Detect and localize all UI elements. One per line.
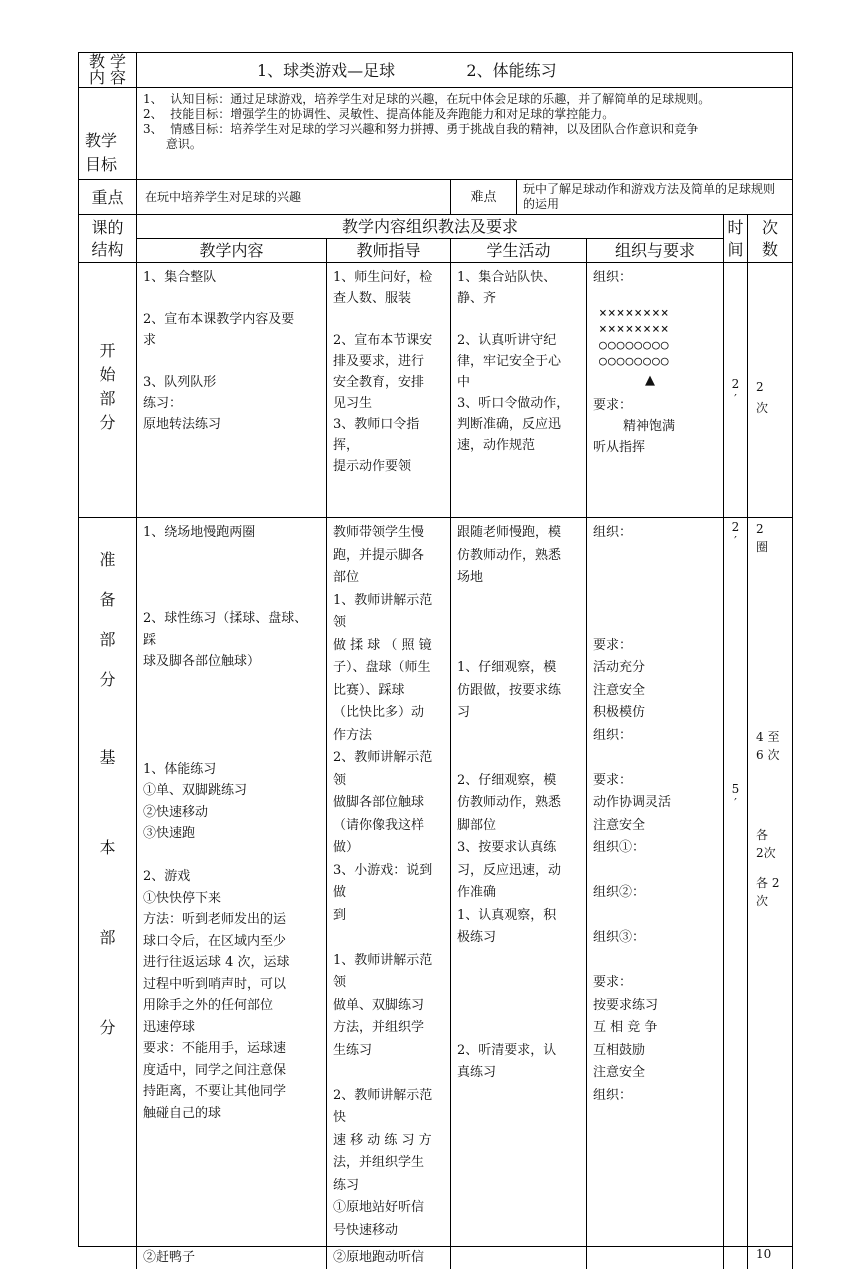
main-teacher (327, 518, 451, 1247)
text-line: 教师带领学生慢 (333, 525, 425, 540)
text-line: 要求： (593, 772, 633, 788)
start-time-unit: ′ (734, 392, 737, 406)
text-line: 2、宣布本节课安 (333, 333, 433, 348)
text-line: ①快快停下来 (143, 890, 222, 906)
text-line: 1、体能练习 (143, 761, 217, 777)
text-line: 2、球性练习（揉球、盘球、踩 (143, 611, 308, 648)
text-line: 仿教师动作，熟悉 (457, 795, 562, 810)
main-count-b: 4 至 (756, 730, 780, 744)
structure-header-1: 课的 (91, 217, 124, 237)
count-header-2: 数 (762, 239, 779, 259)
start-count-value: 2 (756, 380, 764, 394)
goal-item: 意识。 (143, 137, 202, 151)
text-line: 2、教师讲解示范领 (333, 750, 433, 788)
lesson-plan-table (78, 52, 793, 1269)
text-line (593, 950, 717, 973)
content-label-cell (79, 53, 137, 88)
text-line (333, 1062, 444, 1085)
text-line (457, 950, 580, 973)
goal-item: 2、 技能目标：增强学生的协调性、灵敏性、提高体能及奔跑能力和对足球的掌控能力。 (143, 107, 615, 121)
text-line: 作方法 (333, 727, 373, 743)
text-line: 速 移 动 练 习 方 (333, 1132, 432, 1148)
count-header (748, 215, 793, 263)
main-label-char: 准 (99, 550, 116, 569)
text-line: 组织②： (593, 885, 646, 900)
text-line: 脚部位 (457, 817, 497, 833)
text-line: 2、教师讲解示范快 (333, 1087, 433, 1125)
difficulty-label: 难点 (451, 180, 517, 215)
text-line: 1、仔细观察，模 (457, 660, 557, 675)
text-line: 要求： (593, 637, 633, 653)
text-line: 到 (333, 907, 347, 923)
text-line (143, 351, 320, 372)
goal-item: 3、 情感目标：培养学生对足球的学习兴趣和努力拼搏、勇于挑战自我的精神，以及团队合作意识和竞争 (143, 122, 699, 136)
main-student (451, 518, 587, 1247)
text-line (143, 673, 320, 695)
text-line: （比快比多）动 (333, 705, 425, 720)
group-title-header: 教学内容组织教法及要求 (137, 215, 724, 239)
start-req-item: 听从指挥 (593, 440, 646, 455)
text-line: 要求： (593, 975, 633, 990)
text-line: 提示动作要领 (333, 459, 412, 474)
start-teacher (327, 263, 451, 518)
text-line: 1、师生问好，检 (333, 270, 433, 285)
text-line: 中 (457, 375, 471, 390)
text-line: 要求：不能用手，运球速 (143, 1041, 287, 1056)
start-label-char: 部 (99, 389, 116, 408)
text-line: 过程中听到哨声时，可以 (143, 976, 287, 992)
text-line: 场地 (457, 570, 484, 585)
formation-row: ○○○○○○○○ (599, 338, 670, 353)
text-line: 子）、盘球（师生 (333, 660, 431, 675)
structure-header-2: 结构 (91, 239, 124, 259)
text-line (593, 612, 717, 635)
text-line (593, 567, 717, 590)
text-line: 注意安全 (593, 1065, 646, 1080)
main-time-a: 2 (731, 520, 740, 534)
formation-row: ○○○○○○○○ (599, 354, 670, 369)
main-count-c: 各 (756, 828, 769, 842)
goals-label-1: 教学 (85, 131, 118, 150)
main-time-b-unit: ′ (734, 796, 737, 810)
start-label (79, 263, 137, 518)
time-header-1: 时 (727, 217, 744, 237)
text-line: 2、听清要求，认 (457, 1042, 557, 1058)
text-line: 真练习 (457, 1065, 497, 1080)
text-line: 做） (333, 840, 360, 855)
text-line (143, 845, 320, 867)
content-header: 教学内容 (137, 239, 327, 263)
text-line (143, 565, 320, 587)
text-line: 活动充分 (593, 660, 646, 675)
main-count-a: 2 (756, 522, 764, 536)
text-line (593, 905, 717, 928)
text-line: 生练习 (333, 1042, 373, 1058)
text-line: 积极模仿 (593, 705, 646, 720)
main-label-char: 分 (99, 1018, 116, 1037)
text-line: 练习 (333, 1177, 360, 1193)
content-value (137, 53, 793, 88)
text-line: 比赛）、踩球 (333, 682, 405, 698)
text-line: 跑，并提示脚各 (333, 547, 425, 563)
text-line: （请你像我这样 (333, 817, 425, 833)
text-line: 3、小游戏：说到做 (333, 862, 433, 900)
text-line (333, 309, 444, 330)
text-line (457, 309, 580, 330)
text-line: 方法，并组织学 (333, 1020, 425, 1035)
start-label-char: 开 (99, 341, 116, 360)
text-line: 2、宣布本课教学内容及要 (143, 312, 295, 327)
text-line (143, 737, 320, 759)
text-line (457, 995, 580, 1018)
main-label-char: 基 (99, 748, 116, 767)
text-line: 1、集合站队快、 (457, 270, 557, 285)
main-label (79, 518, 137, 1247)
text-line: 挥， (333, 438, 360, 453)
text-line (457, 1017, 580, 1040)
text-line: 迅速停球 (143, 1019, 196, 1035)
main-org (587, 518, 724, 1247)
text-line: 进行往返运球 4 次，运球 (143, 955, 290, 970)
start-label-char: 分 (99, 413, 116, 432)
main-count-a-unit: 圈 (756, 540, 769, 554)
teacher-header: 教师指导 (327, 239, 451, 263)
text-line (143, 587, 320, 609)
text-line: 仿跟做，按要求练 (457, 682, 562, 698)
text-line: 组织： (593, 727, 633, 743)
text-line: 律，牢记安全于心 (457, 354, 562, 369)
text-line (593, 860, 717, 883)
difficulty-value: 玩中了解足球动作和游戏方法及简单的足球规则的运用 (517, 180, 793, 215)
text-line: 求 (143, 333, 157, 348)
text-line: 度适中，同学之间注意保 (143, 1062, 287, 1078)
text-line: 法，并组织学生 (333, 1155, 425, 1170)
tail-content: ②赶鸭子 (137, 1247, 327, 1269)
start-time (724, 263, 748, 518)
time-header (724, 215, 748, 263)
main-content (137, 518, 327, 1247)
text-line: 查人数、服装 (333, 291, 412, 306)
text-line: 动作协调灵活 (593, 795, 672, 810)
main-count-c2: 2次 (756, 846, 776, 860)
text-line: 部位 (333, 570, 360, 585)
start-org-title: 组织： (593, 270, 633, 285)
goals-label-cell (79, 88, 137, 180)
start-content (137, 263, 327, 518)
text-line: 1、教师讲解示范领 (333, 592, 433, 630)
text-line (457, 612, 580, 635)
text-line: ②快速移动 (143, 804, 209, 820)
start-org (587, 263, 724, 518)
main-label-char: 部 (99, 928, 116, 947)
formation-row: ×××××××× (599, 322, 670, 337)
text-line: 组织①： (593, 840, 646, 855)
text-line: 1、认真观察，积 (457, 907, 557, 923)
text-line: 注意安全 (593, 682, 646, 698)
start-time-value: 2 (731, 377, 740, 391)
text-line (457, 725, 580, 748)
text-line: 见习生 (333, 396, 373, 411)
text-line (593, 747, 717, 770)
text-line (457, 635, 580, 658)
text-line (593, 590, 717, 613)
main-time (724, 518, 748, 1247)
text-line: 3、队列队形 (143, 375, 217, 390)
main-label-char: 备 (99, 590, 116, 609)
text-line: 组织③： (593, 930, 646, 945)
main-count-b2: 6 次 (756, 748, 780, 762)
tail-teacher: ②原地跑动听信 (327, 1247, 451, 1269)
text-line: 触碰自己的球 (143, 1105, 222, 1121)
lesson-plan-page (78, 52, 792, 1269)
text-line: ①原地站好听信 (333, 1200, 425, 1215)
text-line: 静、齐 (457, 291, 497, 306)
text-line (143, 544, 320, 566)
text-line: 1、集合整队 (143, 270, 217, 285)
tail-count: 10 (748, 1247, 793, 1269)
text-line: 注意安全 (593, 817, 646, 833)
main-time-b: 5 (731, 782, 740, 796)
text-line: 做脚各部位触球 (333, 795, 425, 810)
start-count (748, 263, 793, 518)
text-line: 判断准确，反应迅 (457, 417, 562, 432)
text-line: 速，动作规范 (457, 438, 536, 453)
text-line: 原地转法练习 (143, 417, 222, 432)
text-line (593, 545, 717, 568)
text-line (457, 972, 580, 995)
text-line: 互 相 竞 争 (593, 1020, 658, 1035)
text-line: 组织： (593, 525, 633, 540)
text-line: 2、认真听讲守纪 (457, 333, 557, 348)
content-value-text: 1、球类游戏—足球 2、体能练习 (257, 60, 557, 80)
text-line (457, 590, 580, 613)
text-line (333, 927, 444, 950)
main-label-char: 部 (99, 630, 116, 649)
count-header-1: 次 (762, 217, 779, 237)
main-count-d: 各 2 (756, 876, 780, 890)
text-line: 做单、双脚练习 (333, 997, 425, 1013)
text-line: 做 揉 球 （ 照 镜 (333, 637, 432, 653)
text-line: 作准确 (457, 885, 497, 900)
text-line: 2、仔细观察，模 (457, 772, 557, 788)
text-line (457, 747, 580, 770)
text-line: 习 (457, 705, 471, 720)
text-line: 3、听口令做动作， (457, 396, 570, 411)
goal-item: 1、 认知目标：通过足球游戏，培养学生对足球的兴趣，在玩中体会足球的乐趣，并了解简单的足球规则。 (143, 92, 711, 106)
content-label-1: 教 学 (88, 52, 127, 71)
key-point-value: 在玩中培养学生对足球的兴趣 (137, 180, 451, 215)
text-line: 3、教师口令指 (333, 417, 420, 432)
goals-list (137, 88, 793, 180)
text-line: 1、绕场地慢跑两圈 (143, 525, 256, 540)
student-header: 学生活动 (451, 239, 587, 263)
text-line: 号快速移动 (333, 1222, 399, 1238)
text-line: ③快速跑 (143, 826, 196, 841)
text-line: 球口令后，在区域内至少 (143, 933, 287, 949)
text-line: 球及脚各部位触球） (143, 654, 261, 669)
text-line: ①单、双脚跳练习 (143, 783, 248, 798)
text-line: 跟随老师慢跑，模 (457, 525, 562, 540)
main-count-d2: 次 (756, 894, 769, 908)
text-line: 方法：听到老师发出的运 (143, 912, 287, 927)
text-line: 按要求练习 (593, 997, 659, 1013)
text-line: 用除手之外的任何部位 (143, 998, 274, 1013)
text-line: 持距离，不要让其他同学 (143, 1084, 287, 1099)
text-line: 极练习 (457, 930, 497, 945)
tail-org (587, 1247, 724, 1269)
text-line (143, 716, 320, 738)
text-line: 3、按要求认真练 (457, 840, 557, 855)
teacher-position-icon: ▲ (645, 373, 655, 388)
start-count-unit: 次 (756, 401, 769, 415)
text-line: 排及要求，进行 (333, 354, 425, 369)
formation-row: ×××××××× (599, 306, 670, 321)
start-req-item: 精神饱满 (623, 419, 676, 434)
main-label-char: 分 (99, 670, 116, 689)
key-point-label: 重点 (79, 180, 137, 215)
main-label-char: 本 (99, 838, 116, 857)
org-header: 组织与要求 (587, 239, 724, 263)
structure-header (79, 215, 137, 263)
text-line: 组织： (593, 1087, 633, 1103)
start-label-char: 始 (99, 365, 116, 384)
tail-time (724, 1247, 748, 1269)
goals-label-2: 目标 (85, 155, 118, 174)
text-line (143, 694, 320, 716)
text-line: 安全教育，安排 (333, 375, 425, 390)
text-line: 仿教师动作，熟悉 (457, 547, 562, 563)
text-line: 互相鼓励 (593, 1042, 646, 1058)
text-line: 练习： (143, 396, 183, 411)
text-line: 习，反应迅速，动 (457, 862, 562, 878)
tail-student (451, 1247, 587, 1269)
text-line: 2、游戏 (143, 869, 191, 884)
content-label-2: 内 容 (88, 68, 127, 87)
start-req-title: 要求： (593, 398, 633, 413)
text-line (143, 288, 320, 309)
tail-label (79, 1247, 137, 1269)
time-header-2: 间 (727, 239, 744, 259)
text-line: 1、教师讲解示范领 (333, 952, 433, 990)
main-time-a-unit: ′ (734, 534, 737, 548)
main-count (748, 518, 793, 1247)
start-student (451, 263, 587, 518)
